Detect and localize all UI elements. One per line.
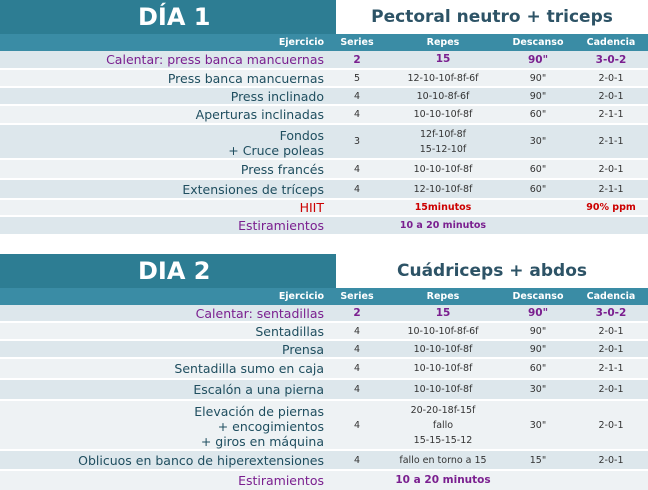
cadence-cell: 2-0-1 xyxy=(598,343,624,355)
series-cell: 4 xyxy=(353,363,361,374)
rest-cell: 30" xyxy=(529,419,547,431)
table-row xyxy=(0,323,648,341)
exercise-cell: Calentar: press banca mancuernas xyxy=(106,52,324,67)
day2-section xyxy=(0,254,648,488)
header-rest: Descanso xyxy=(512,37,564,48)
day2-title-row xyxy=(0,254,648,288)
exercise-cell: Escalón a una pierna xyxy=(193,382,324,397)
reps-cell: 10-10-10f-8f xyxy=(413,343,473,355)
header-reps: Repes xyxy=(426,37,460,48)
day1-header-row xyxy=(0,34,648,51)
day1-label-band xyxy=(0,0,336,34)
rest-cell: 15" xyxy=(529,454,547,466)
cadence-cell: 2-1-1 xyxy=(598,109,624,120)
exercise-cell: Estiramientos xyxy=(238,473,324,488)
header-series: Series xyxy=(340,291,374,302)
rest-cell: 90" xyxy=(527,307,549,319)
rest-cell: 90" xyxy=(529,325,547,337)
reps-cell xyxy=(384,401,502,449)
reps-cell xyxy=(384,125,502,158)
rest-cell: 60" xyxy=(529,363,547,374)
table-row xyxy=(0,451,648,471)
table-row xyxy=(0,106,648,125)
reps-cell: 10 a 20 minutos xyxy=(399,220,487,231)
reps-line: 15-12-10f xyxy=(419,143,467,155)
reps-line: 15-15-15-12 xyxy=(413,434,473,446)
table-row xyxy=(0,125,648,160)
day2-label-band xyxy=(0,254,336,288)
exercise-cell xyxy=(0,125,326,158)
exercise-cell: Press inclinado xyxy=(230,88,324,104)
rest-cell: 60" xyxy=(529,109,547,120)
series-cell: 2 xyxy=(353,307,361,319)
header-exercise: Ejercicio xyxy=(278,37,324,48)
day2-header-row xyxy=(0,288,648,305)
rest-cell: 30" xyxy=(529,384,547,395)
table-row xyxy=(0,305,648,323)
rest-cell: 60" xyxy=(529,183,547,195)
reps-line: 12f-10f-8f xyxy=(419,128,467,140)
reps-cell: 10 a 20 minutos xyxy=(395,474,491,486)
cadence-cell: 3-0-2 xyxy=(595,53,627,66)
exercise-line: Fondos xyxy=(279,128,324,143)
cadence-cell: 2-0-1 xyxy=(598,163,624,175)
header-cadence: Cadencia xyxy=(586,37,636,48)
day1-muscle-title: Pectoral neutro + triceps xyxy=(336,0,648,34)
day1-title-row xyxy=(0,0,648,34)
table-row xyxy=(0,180,648,200)
exercise-cell: Aperturas inclinadas xyxy=(195,107,324,122)
reps-cell: 10-10-10f-8f xyxy=(413,384,473,395)
rest-cell: 60" xyxy=(529,163,547,175)
reps-cell: 15 xyxy=(435,306,451,319)
cadence-cell: 2-0-1 xyxy=(598,325,624,337)
exercise-cell: Prensa xyxy=(282,341,324,357)
table-row xyxy=(0,70,648,88)
rest-cell: 90" xyxy=(529,90,547,102)
cadence-cell: 2-0-1 xyxy=(598,72,624,84)
exercise-cell: HIIT xyxy=(299,200,324,215)
cadence-cell: 90% ppm xyxy=(586,202,636,213)
exercise-line: + Cruce poleas xyxy=(228,143,324,158)
series-cell: 5 xyxy=(353,72,361,84)
series-cell: 2 xyxy=(353,53,361,66)
series-cell: 4 xyxy=(353,384,361,395)
reps-cell: 10-10-10f-8f-6f xyxy=(407,325,479,337)
reps-line: 20-20-18f-15f xyxy=(410,404,476,416)
rest-cell: 90" xyxy=(529,72,547,84)
reps-cell: 10-10-10f-8f xyxy=(413,109,473,120)
exercise-cell: Calentar: sentadillas xyxy=(195,305,324,321)
cadence-cell: 2-1-1 xyxy=(598,136,624,147)
header-series: Series xyxy=(340,37,374,48)
exercise-cell: Press banca mancuernas xyxy=(167,70,324,86)
reps-cell: 10-10-8f-6f xyxy=(416,90,470,102)
cadence-cell: 2-0-1 xyxy=(598,419,624,431)
rest-cell: 90" xyxy=(527,53,549,66)
series-cell: 4 xyxy=(353,90,361,102)
table-row xyxy=(0,380,648,401)
series-cell: 4 xyxy=(353,109,361,120)
table-row xyxy=(0,359,648,380)
cadence-cell: 3-0-2 xyxy=(595,307,627,319)
series-cell: 4 xyxy=(353,419,361,431)
exercise-cell: Sentadillas xyxy=(255,323,324,339)
table-row xyxy=(0,88,648,106)
exercise-line: + encogimientos xyxy=(217,419,324,434)
cadence-cell: 2-0-1 xyxy=(598,454,624,466)
exercise-cell: Oblicuos en banco de hiperextensiones xyxy=(78,452,324,468)
day2-label: DIA 2 xyxy=(138,257,211,285)
day2-muscle-title: Cuádriceps + abdos xyxy=(336,254,648,288)
reps-cell: 12-10-10f-8f-6f xyxy=(407,72,479,84)
series-cell: 4 xyxy=(353,343,361,355)
reps-cell: 10-10-10f-8f xyxy=(413,363,473,374)
exercise-cell: Sentadilla sumo en caja xyxy=(174,361,324,376)
reps-cell: fallo en torno a 15 xyxy=(399,454,487,466)
header-reps: Repes xyxy=(426,291,460,302)
series-cell: 4 xyxy=(353,454,361,466)
table-row xyxy=(0,51,648,70)
table-row xyxy=(0,401,648,451)
exercise-cell xyxy=(0,401,326,449)
rest-cell: 90" xyxy=(529,343,547,355)
exercise-cell: Estiramientos xyxy=(238,218,324,233)
series-cell: 4 xyxy=(353,163,361,175)
reps-cell: 15 xyxy=(435,53,451,65)
cadence-cell: 2-0-1 xyxy=(598,384,624,395)
day1-label: DÍA 1 xyxy=(138,3,211,31)
exercise-line: + giros en máquina xyxy=(200,434,324,449)
table-row xyxy=(0,341,648,359)
table-row xyxy=(0,200,648,217)
reps-cell: 10-10-10f-8f xyxy=(413,163,473,175)
reps-line: fallo xyxy=(432,419,454,431)
series-cell: 4 xyxy=(353,325,361,337)
series-cell: 4 xyxy=(353,183,361,195)
table-row xyxy=(0,160,648,180)
series-cell: 3 xyxy=(353,136,361,147)
table-row xyxy=(0,217,648,236)
reps-cell: 15minutos xyxy=(414,202,472,213)
header-exercise: Ejercicio xyxy=(278,291,324,302)
header-cadence: Cadencia xyxy=(586,291,636,302)
header-rest: Descanso xyxy=(512,291,564,302)
day1-section xyxy=(0,0,648,233)
table-row xyxy=(0,471,648,490)
exercise-cell: Press francés xyxy=(240,161,324,177)
rest-cell: 30" xyxy=(529,136,547,147)
exercise-line: Elevación de piernas xyxy=(194,404,324,419)
cadence-cell: 2-1-1 xyxy=(598,183,624,195)
cadence-cell: 2-1-1 xyxy=(598,363,624,374)
reps-cell: 12-10-10f-8f xyxy=(413,183,473,195)
cadence-cell: 2-0-1 xyxy=(598,90,624,102)
exercise-cell: Extensiones de tríceps xyxy=(182,181,324,197)
